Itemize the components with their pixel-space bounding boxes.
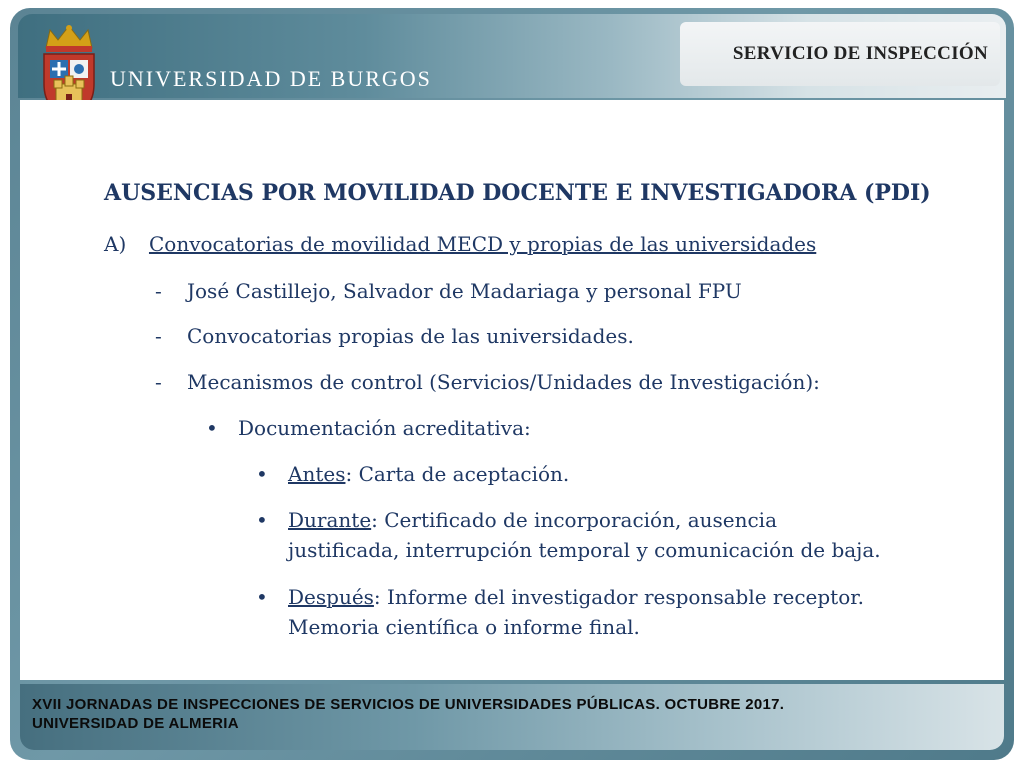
section-marker: A) (104, 232, 127, 256)
sub-bullet-durante-continuation: justificada, interrupción temporal y comunicación de baja. (288, 538, 881, 562)
university-name: UNIVERSIDAD DE BURGOS (110, 66, 432, 91)
sub-bullet-antes: • Antes: Carta de aceptación. (256, 462, 570, 486)
footer-line-2: UNIVERSIDAD DE ALMERIA (32, 715, 239, 732)
sub-bullet-despues: • Después: Informe del investigador responsable receptor. (256, 585, 864, 609)
list-item: - Convocatorias propias de las universidades. (155, 324, 634, 348)
footer-text (32, 695, 784, 733)
slide-heading: AUSENCIAS POR MOVILIDAD DOCENTE E INVESTIGADORA (PDI) (104, 180, 931, 206)
list-item: - José Castillejo, Salvador de Madariaga y personal FPU (155, 279, 742, 303)
bullet-item: • Documentación acreditativa: (206, 416, 531, 440)
section-title: Convocatorias de movilidad MECD y propias de las universidades (148, 232, 817, 256)
section-a (104, 229, 816, 259)
service-title: SERVICIO DE INSPECCIÓN (732, 43, 988, 64)
list-item: - Mecanismos de control (Servicios/Unidades de Investigación): (155, 370, 820, 394)
sub-bullet-despues-continuation: Memoria científica o informe final. (288, 615, 640, 639)
sub-bullet-durante: • Durante: Certificado de incorporación, ausencia (256, 508, 777, 532)
footer-line-1: XVII JORNADAS DE INSPECCIONES DE SERVICIOS DE UNIVERSIDADES PÚBLICAS. OCTUBRE 2017. (32, 696, 785, 713)
